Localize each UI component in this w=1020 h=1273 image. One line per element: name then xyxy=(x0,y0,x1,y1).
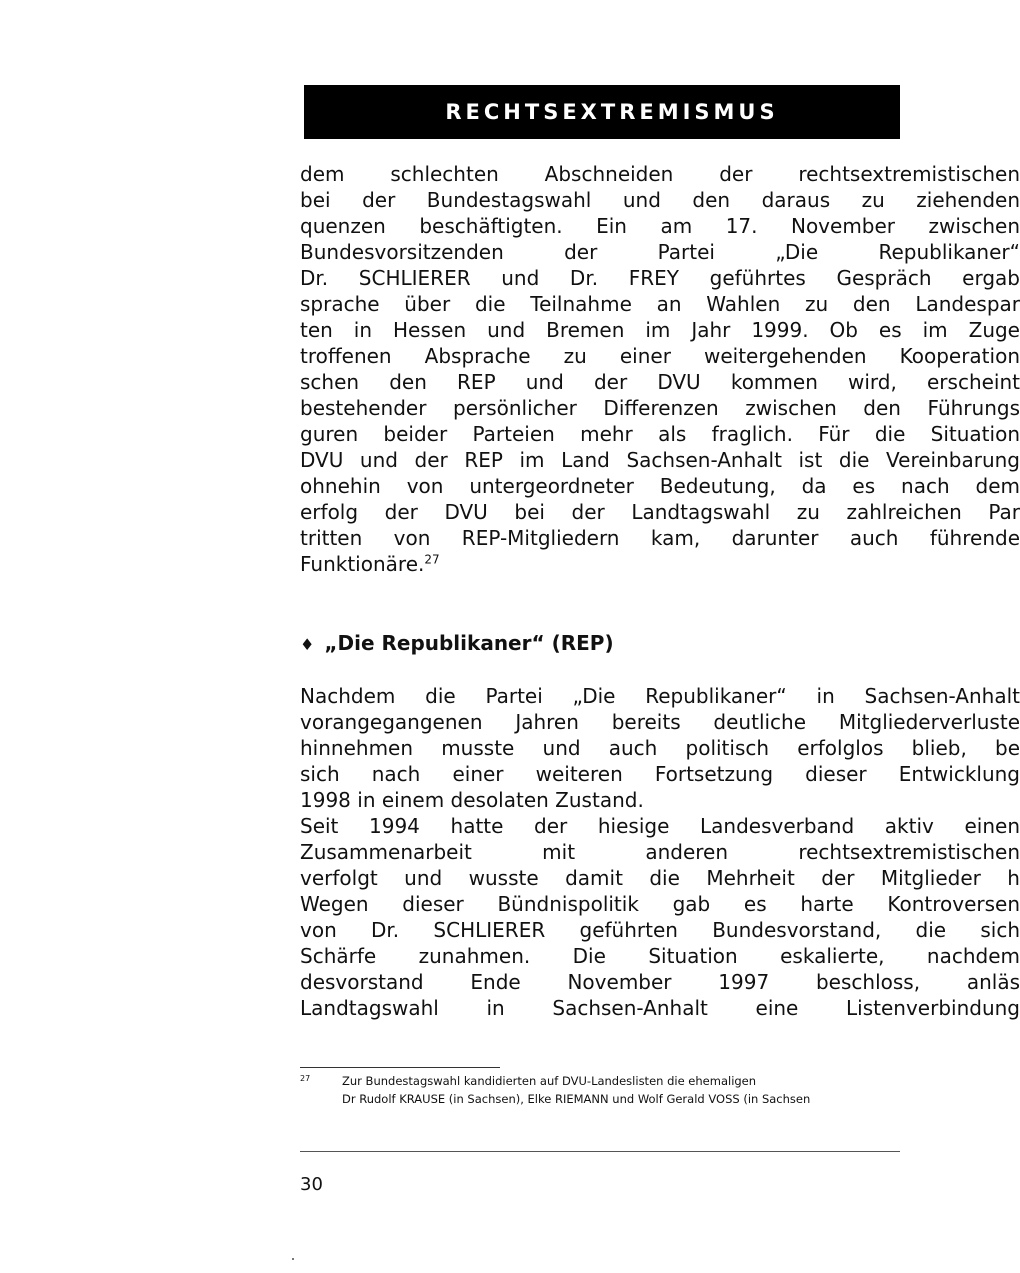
text-line: bestehender persönlicher Differenzen zwischen den Führungs xyxy=(300,396,1020,420)
text-line: vorangegangenen Jahren bereits deutliche Mitgliederverluste xyxy=(300,710,1020,734)
text-line: Funktionäre. xyxy=(300,552,425,576)
page-footer-divider xyxy=(300,1151,900,1152)
text-line: Nachdem die Partei „Die Republikaner“ in Sachsen-Anhalt xyxy=(300,684,1020,708)
footnote-line: Zur Bundestagswahl kandidierten auf DVU-Landeslisten die ehemaligen xyxy=(342,1074,757,1088)
text-line: DVU und der REP im Land Sachsen-Anhalt ist die Vereinbarung xyxy=(300,448,1020,472)
page-number: 30 xyxy=(300,1174,323,1195)
text-line: bei der Bundestagswahl und den daraus zu ziehenden xyxy=(300,188,1020,212)
text-line: tritten von REP-Mitgliedern kam, darunter auch führende xyxy=(300,526,1020,550)
bullet-diamond-icon: ♦ xyxy=(300,635,315,654)
text-line: dem schlechten Abschneiden der rechtsextremistischen xyxy=(300,162,1020,186)
footnote-reference: 27 xyxy=(424,552,440,567)
scan-speck xyxy=(292,1258,294,1260)
text-line: guren beider Parteien mehr als fraglich. Für die Situation xyxy=(300,422,1020,446)
text-line: sprache über die Teilnahme an Wahlen zu den Landespar xyxy=(300,292,1020,316)
footnote xyxy=(300,1072,900,1112)
text-line: Dr. SCHLIERER und Dr. FREY geführtes Gespräch ergab xyxy=(300,266,1020,290)
section-heading xyxy=(300,628,614,658)
section-header-title: RECHTSEXTREMISMUS xyxy=(445,100,779,124)
text-line: Zusammenarbeit mit anderen rechtsextremistischen xyxy=(300,840,1020,864)
text-line: Bundesvorsitzenden der Partei „Die Republikaner“ xyxy=(300,240,1020,264)
text-line: Wegen dieser Bündnispolitik gab es harte Kontroversen xyxy=(300,892,1020,916)
paragraph xyxy=(300,683,1020,813)
text-line: hinnehmen musste und auch politisch erfolglos blieb, be xyxy=(300,736,1020,760)
text-line-last xyxy=(300,551,900,577)
text-line: verfolgt und wusste damit die Mehrheit der Mitglieder h xyxy=(300,866,1020,890)
paragraph-continued xyxy=(300,161,1020,577)
text-line: Schärfe zunahmen. Die Situation eskalierte, nachdem xyxy=(300,944,1020,968)
text-line: Landtagswahl in Sachsen-Anhalt eine Listenverbindung xyxy=(300,996,1020,1020)
text-line: schen den REP und der DVU kommen wird, erscheint xyxy=(300,370,1020,394)
text-line: ten in Hessen und Bremen im Jahr 1999. Ob es im Zuge xyxy=(300,318,1020,342)
text-line: quenzen beschäftigten. Ein am 17. November zwischen xyxy=(300,214,1020,238)
footnote-line: Dr Rudolf KRAUSE (in Sachsen), Elke RIEMANN und Wolf Gerald VOSS (in Sachsen xyxy=(342,1092,811,1106)
paragraph xyxy=(300,813,1020,1021)
text-line: von Dr. SCHLIERER geführten Bundesvorstand, die sich xyxy=(300,918,1020,942)
text-line: desvorstand Ende November 1997 beschloss, anläs xyxy=(300,970,1020,994)
text-line: Seit 1994 hatte der hiesige Landesverband aktiv einen xyxy=(300,814,1020,838)
section-header-bar xyxy=(304,85,900,139)
text-line: 1998 in einem desolaten Zustand. xyxy=(300,788,644,812)
text-line: sich nach einer weiteren Fortsetzung dieser Entwicklung xyxy=(300,762,1020,786)
footnote-marker: 27 xyxy=(300,1074,311,1083)
text-line: ohnehin von untergeordneter Bedeutung, da es nach dem xyxy=(300,474,1020,498)
footnote-divider xyxy=(300,1067,500,1068)
section-heading-text: „Die Republikaner“ (REP) xyxy=(324,631,614,655)
text-line: erfolg der DVU bei der Landtagswahl zu zahlreichen Par xyxy=(300,500,1020,524)
text-line: troffenen Absprache zu einer weitergehenden Kooperation xyxy=(300,344,1020,368)
